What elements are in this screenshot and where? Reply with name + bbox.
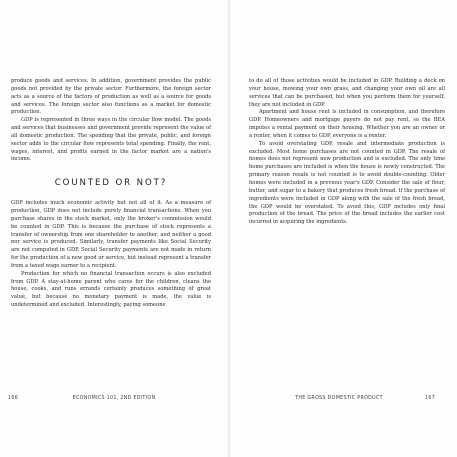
body-paragraph: GDP includes much economic activity but not all of it. As a measure of production, GDP does not include purely financial transactions. When you purchase shares in the stock market, only the broker's commission would be counted in GDP. This is because the purchase of stock represents a transfer of ownership from one shareholder to another, and neither a good nor service is produced. Similarly, transfer payments like Social Security are not computed in GDP. Social Security payments are not made in return for the production of a new good or service, but instead represent a transfer from a taxed wage earner to a recipient.: [11, 200, 212, 269]
right-page: [229, 0, 457, 457]
page-number: 167: [425, 396, 436, 401]
body-paragraph: to do all of those activities would be included in GDP. Building a deck on your house, mowing your own grass, and changing your own oil are all services that can be purchased, but when you perform them for yourself, they are not included in GDP.: [249, 78, 445, 108]
running-head: THE GROSS DOMESTIC PRODUCT: [295, 396, 383, 401]
left-page: [0, 0, 228, 457]
body-paragraph: Apartment and house rent is included in consumption, and therefore GDP. Homeowners and mortgage payers do not pay rent, so the BEA imputes a rental payment on their housing. Whether you are an owner or a renter, when it comes to GDP, everyone is a renter.: [249, 109, 445, 139]
right-page-text-column: [249, 78, 445, 227]
body-paragraph: GDP is represented in three ways in the circular flow model. The goods and services that businesses and government provide represent the value of all domestic production. The spending that the private, public, and foreign sector adds to the circular flow represents total spending. Finally, the rent, wages, interest, and profits earned in the factor market are a nation's income.: [11, 117, 211, 163]
running-head: ECONOMICS 101, 2ND EDITION: [72, 396, 156, 401]
left-page-text-column: [11, 78, 211, 310]
page-number: 166: [8, 396, 19, 401]
body-paragraph: To avoid overstating GDP, resale and intermediate production is excluded. Most home purchases are not counted in GDP. The resale of homes does not represent new production and is excluded. The only time home purchases are included is when the house is newly constructed. The primary reason resale is not counted is to avoid double-counting. Older homes were included in a previous year's GDP. Consider the sale of flour, butter, and sugar to a bakery that produces fresh bread. If the purchase of ingredients were included in GDP along with the sale of the fresh bread, the GDP would be overstated. To avoid this, GDP includes only final production of the bread. The price of the bread includes the earlier cost incurred in acquiring the ingredients.: [249, 140, 445, 226]
body-paragraph: produce goods and services. In addition, government provides the public goods not provided by the private sector. Furthermore, the foreign sector acts as a source of the factors of production as well as a source for goods and services. The foreign sector also functions as a market for domestic production.: [11, 78, 211, 116]
section-heading: COUNTED OR NOT?: [54, 178, 168, 189]
body-paragraph: Production for which no financial transaction occurs is also excluded from GDP. A stay-at-home parent who cares for the children, cleans the house, cooks, and runs errands certainly produces something of great value, but because no monetary payment is made, the value is undetermined and excluded. Interestingly, paying someone: [11, 270, 211, 309]
